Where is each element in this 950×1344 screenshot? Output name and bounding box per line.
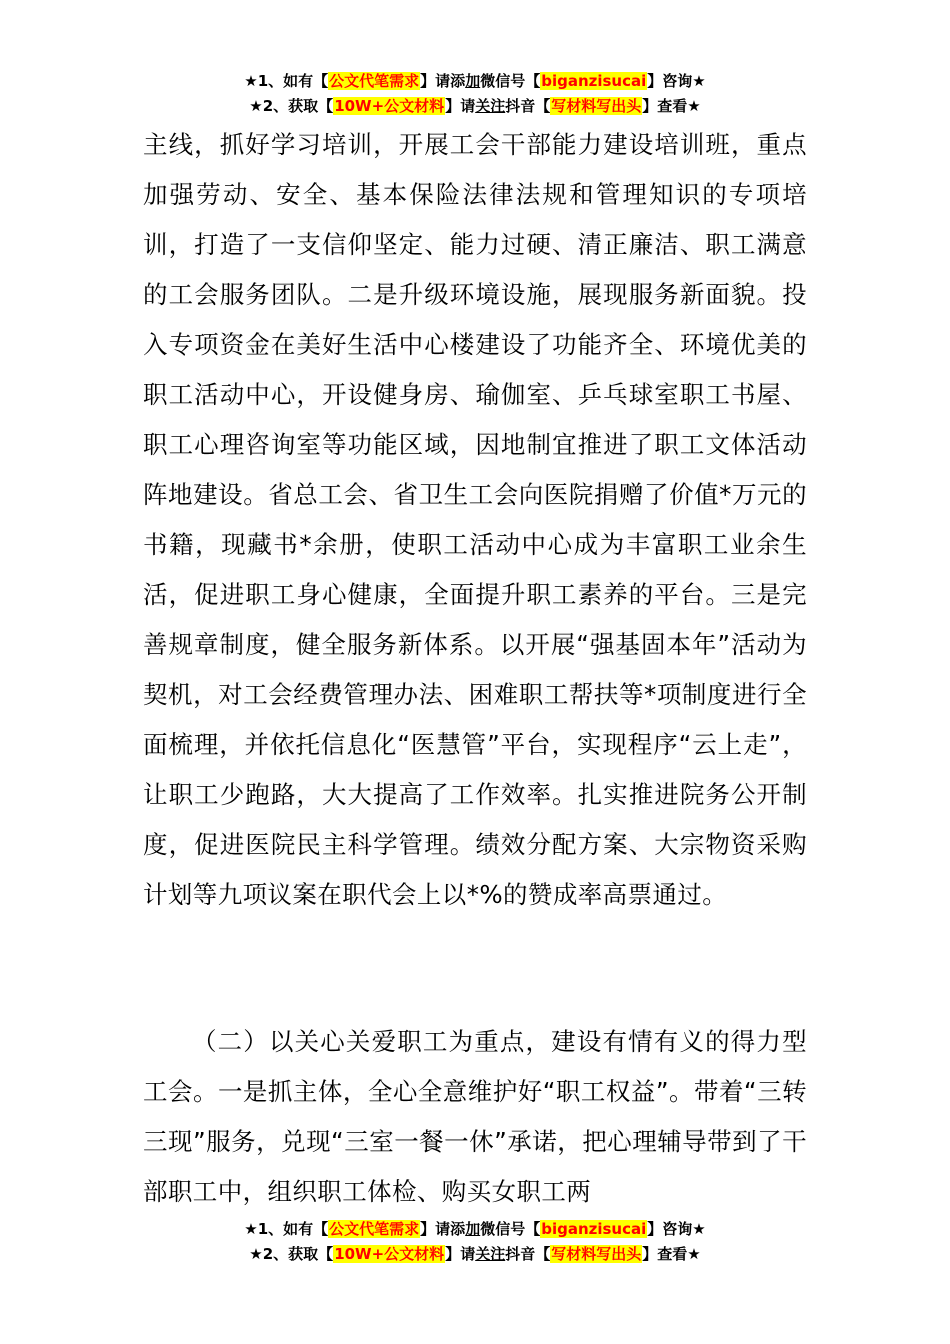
footer-banner-line-2 xyxy=(0,1242,950,1267)
banner-emphasis: 加 xyxy=(465,1220,481,1238)
banner-text: 】查看★ xyxy=(642,97,701,115)
banner-text: 微信号【 xyxy=(480,1220,541,1238)
banner-highlight: 写材料写出头 xyxy=(551,1245,642,1263)
body-paragraph: （二）以关心关爱职工为重点，建设有情有义的得力型工会。一是抓主体，全心全意维护好“职工权益”。带着“三转三现”服务，兑现“三室一餐一休”承诺，把心理辅导带到了干部职工中，组织职工体检、购买女职工两 xyxy=(143,1027,807,1206)
banner-emphasis: 关注 xyxy=(475,1245,506,1263)
banner-text: 抖音【 xyxy=(505,1245,551,1263)
header-banner xyxy=(0,69,950,119)
banner-text: 微信号【 xyxy=(480,72,541,90)
footer-banner-line-1 xyxy=(0,1217,950,1242)
banner-text: 】请 xyxy=(445,1245,476,1263)
banner-highlight: 10W+公文材料 xyxy=(334,97,445,115)
banner-highlight: 公文代笔需求 xyxy=(329,72,420,90)
banner-text: 】请 xyxy=(445,97,476,115)
document-body-section-1 xyxy=(143,120,807,920)
banner-text: 】查看★ xyxy=(642,1245,701,1263)
banner-text: ★1、如有【 xyxy=(244,72,329,90)
banner-text: 】咨询★ xyxy=(647,1220,706,1238)
footer-banner xyxy=(0,1217,950,1267)
banner-text: 】请添 xyxy=(420,1220,466,1238)
banner-emphasis: 加 xyxy=(465,72,481,90)
header-banner-line-1 xyxy=(0,69,950,94)
banner-text: ★2、获取【 xyxy=(249,1245,334,1263)
banner-text: ★2、获取【 xyxy=(249,97,334,115)
banner-highlight: biganzisucai xyxy=(541,1220,647,1238)
document-body-section-2 xyxy=(143,1017,807,1217)
banner-highlight: 10W+公文材料 xyxy=(334,1245,445,1263)
banner-emphasis: 关注 xyxy=(475,97,506,115)
banner-highlight: 写材料写出头 xyxy=(551,97,642,115)
body-paragraph: 主线，抓好学习培训，开展工会干部能力建设培训班，重点加强劳动、安全、基本保险法律法规和管理知识的专项培训，打造了一支信仰坚定、能力过硬、清正廉洁、职工满意的工会服务团队。二是升级环境设施，展现服务新面貌。投入专项资金在美好生活中心楼建设了功能齐全、环境优美的职工活动中心，开设健身房、瑜伽室、乒乓球室职工书屋、职工心理咨询室等功能区域，因地制宜推进了职工文体活动阵地建设。省总工会、省卫生工会向医院捐赠了价值*万元的书籍，现藏书*余册，使职工活动中心成为丰富职工业余生活，促进职工身心健康，全面提升职工素养的平台。三是完善规章制度，健全服务新体系。以开展“强基固本年”活动为契机，对工会经费管理办法、困难职工帮扶等*项制度进行全面梳理，并依托信息化“医慧管”平台，实现程序“云上走”，让职工少跑路，大大提高了工作效率。扎实推进院务公开制度，促进医院民主科学管理。绩效分配方案、大宗物资采购计划等九项议案在职代会上以*%的赞成率高票通过。 xyxy=(143,130,807,909)
banner-text: ★1、如有【 xyxy=(244,1220,329,1238)
banner-text: 】请添 xyxy=(420,72,466,90)
banner-text: 】咨询★ xyxy=(647,72,706,90)
header-banner-line-2 xyxy=(0,94,950,119)
banner-highlight: biganzisucai xyxy=(541,72,647,90)
banner-text: 抖音【 xyxy=(505,97,551,115)
banner-highlight: 公文代笔需求 xyxy=(329,1220,420,1238)
